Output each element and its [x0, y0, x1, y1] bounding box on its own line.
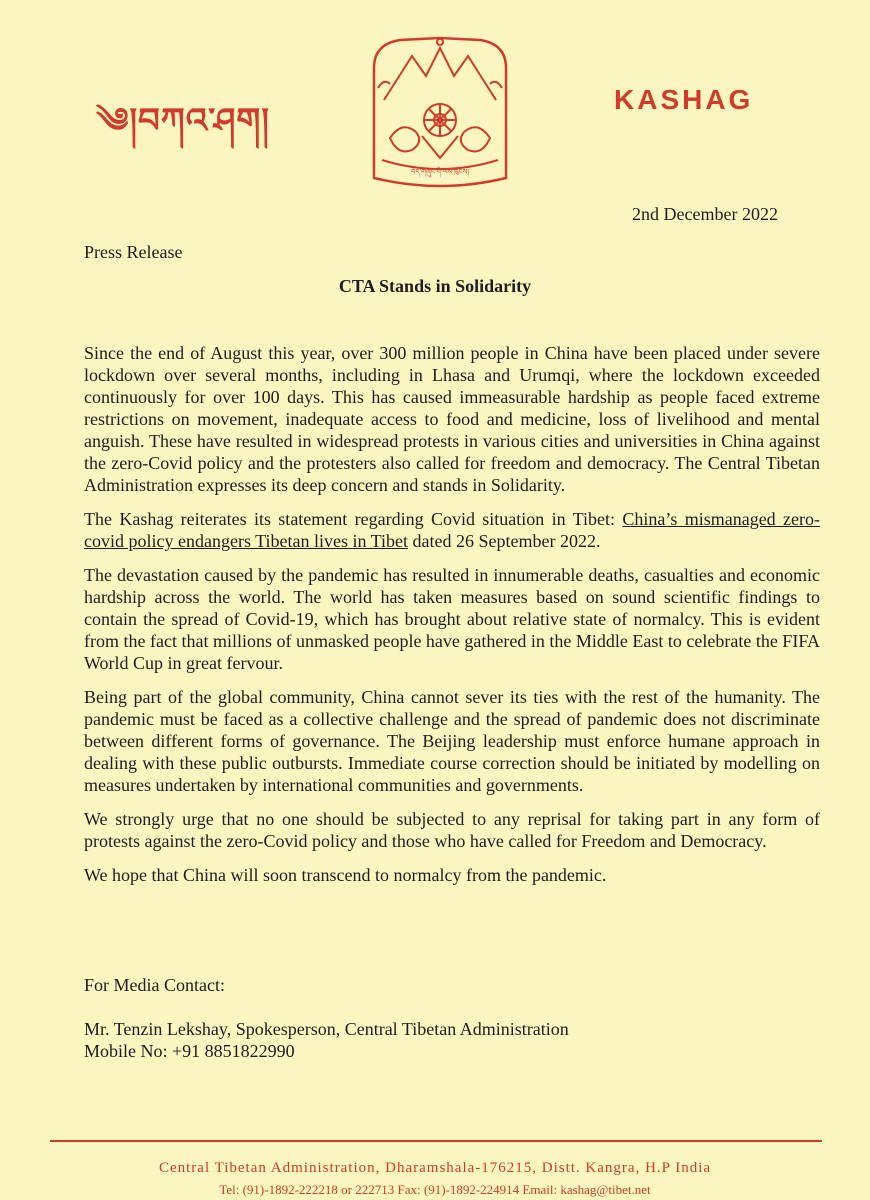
paragraph-lockdown: Since the end of August this year, over 300 million people in China have been placed under severe lockdown over several months, including in Lhasa and Urumqi, where the lockdown exceeded continuously for over 100 days. This has caused immeasurable hardship as people faced extreme restrictions on movement, inadequate access to food and medicine, loss of livelihood and mental anguish. These have resulted in widespread protests in various cities and universities in China against the zero-Covid policy and the protesters also called for freedom and democracy. The Central Tibetan Administration expresses its deep concern and stands in Solidarity.: [84, 343, 820, 495]
paragraph-hope: We hope that China will soon transcend to normalcy from the pandemic.: [84, 865, 607, 885]
emblem-seal-text: བོད་གཞུང་གི་ལས་ཁུངས།: [411, 168, 469, 176]
press-release-label: Press Release: [84, 242, 183, 262]
paragraph-kashag-text-before: The Kashag reiterates its statement regarding Covid situation in Tibet:: [84, 509, 623, 529]
paragraph-pandemic: The devastation caused by the pandemic has resulted in innumerable deaths, casualties and economic hardship across the world. The world has taken measures based on sound scientific findings to contain the spread of Covid-19, which has brought about relative state of normalcy. This is evident from the fact that millions of unmasked people have gathered in the Middle East to celebrate the FIFA World Cup in great fervour.: [84, 565, 820, 673]
media-contact-heading: For Media Contact:: [84, 975, 225, 995]
release-title: CTA Stands in Solidarity: [338, 276, 532, 296]
statement-link[interactable]: China’s mismanaged zero-covid policy endangers Tibetan lives in Tibet: [84, 509, 820, 551]
release-date: 2nd December 2022: [632, 204, 778, 224]
media-contact: [84, 974, 569, 1062]
paragraph-kashag-statement: [84, 508, 820, 552]
footer: [0, 1160, 870, 1198]
kashag-brand: KASHAG: [614, 84, 754, 115]
contact-mobile: Mobile No: +91 8851822990: [84, 1041, 295, 1061]
snow-lion-emblem: [360, 28, 520, 196]
letterhead: [0, 0, 870, 200]
paragraph-urge: We strongly urge that no one should be subjected to any reprisal for taking part in any form of protests against the zero-Covid policy and those who have called for Freedom and Democracy.: [84, 809, 820, 851]
contact-person: Mr. Tenzin Lekshay, Spokesperson, Central Tibetan Administration: [84, 1019, 569, 1039]
paragraph-global-community: Being part of the global community, China cannot sever its ties with the rest of the humanity. The pandemic must be faced as a collective challenge and the spread of pandemic does not discriminate between different forms of governance. The Beijing leadership must enforce humane approach in dealing with these public outbursts. Immediate course correction should be initiated by modelling on measures undertaken by international communities and governments.: [84, 687, 820, 795]
release-body: [84, 342, 820, 898]
footer-contact-line: Tel: (91)-1892-222218 or 222713 Fax: (91)-1892-224914 Email: kashag@tibet.net: [219, 1182, 651, 1197]
tibetan-letterhead-text: ༄།བཀའ་ཤག།: [96, 101, 270, 141]
footer-divider: [50, 1140, 822, 1142]
paragraph-kashag-text-after: dated 26 September 2022.: [408, 531, 601, 551]
footer-address: Central Tibetan Administration, Dharamshala-176215, Distt. Kangra, H.P India: [158, 1160, 712, 1176]
